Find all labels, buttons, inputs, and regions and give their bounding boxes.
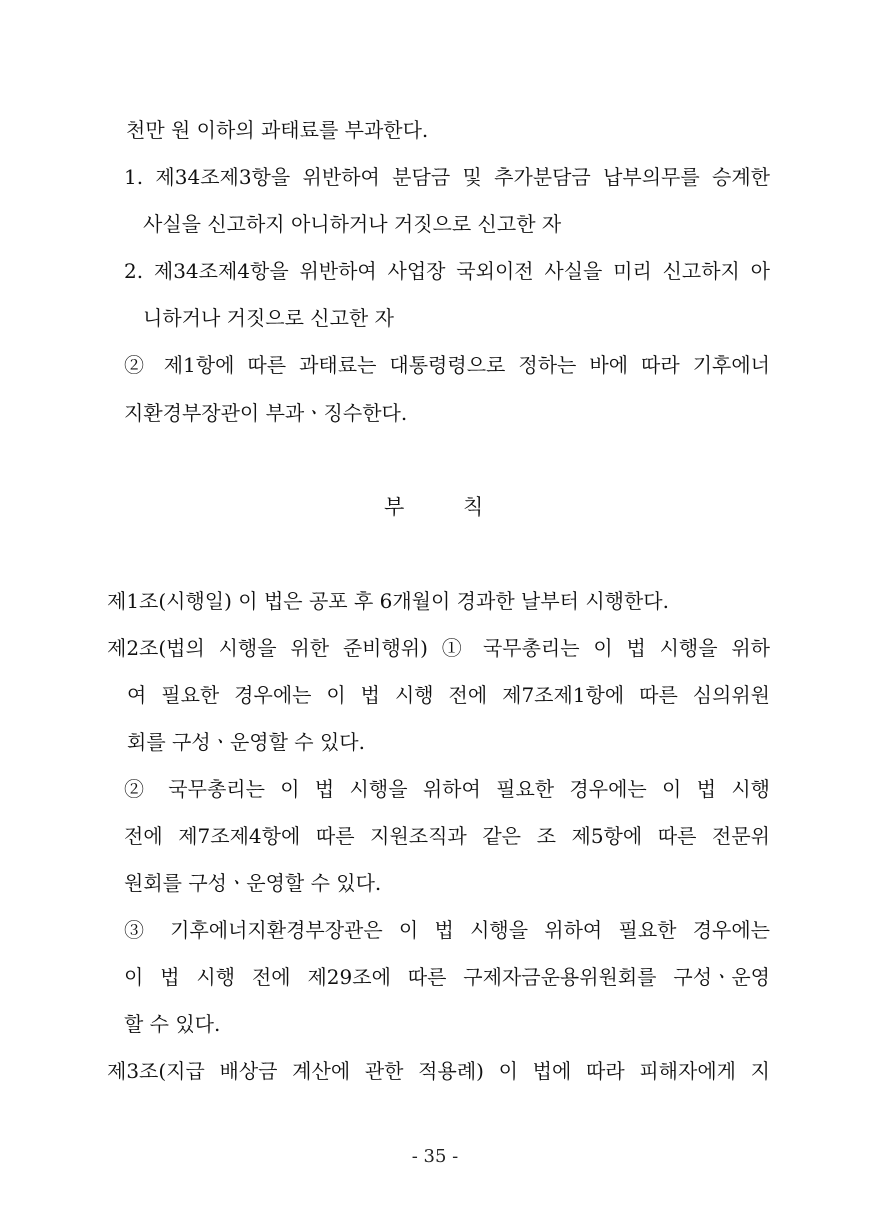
text-line-5: 니하거나 거짓으로 신고한 자 [143, 306, 394, 330]
section-heading-right: 칙 [463, 495, 484, 519]
article-2-line-4: ② 국무총리는 이 법 시행을 위하여 필요한 경우에는 이 법 시행 [124, 777, 770, 801]
article-2-line-3: 회를 구성ㆍ운영할 수 있다. [127, 730, 365, 754]
article-2-line-1: 제2조(법의 시행을 위한 준비행위) ① 국무총리는 이 법 시행을 위하 [107, 636, 770, 660]
article-3-line-1: 제3조(지급 배상금 계산에 관한 적용례) 이 법에 따라 피해자에게 지 [107, 1059, 770, 1083]
article-2-line-5: 전에 제7조제4항에 따른 지원조직과 같은 조 제5항에 따른 전문위 [124, 824, 770, 848]
section-heading-left: 부 [384, 495, 405, 519]
text-line-3: 사실을 신고하지 아니하거나 거짓으로 신고한 자 [143, 212, 562, 236]
article-2-line-8: 이 법 시행 전에 제29조에 따른 구제자금운용위원회를 구성ㆍ운영 [124, 965, 770, 989]
text-line-6: ② 제1항에 따른 과태료는 대통령령으로 정하는 바에 따라 기후에너 [124, 353, 770, 377]
article-1-line: 제1조(시행일) 이 법은 공포 후 6개월이 경과한 날부터 시행한다. [107, 589, 669, 613]
article-2-line-2: 여 필요한 경우에는 이 법 시행 전에 제7조제1항에 따른 심의위원 [127, 683, 770, 707]
article-2-line-9: 할 수 있다. [124, 1012, 221, 1036]
text-line-1: 천만 원 이하의 과태료를 부과한다. [126, 118, 429, 142]
article-2-line-6: 원회를 구성ㆍ운영할 수 있다. [124, 871, 382, 895]
text-line-4: 2. 제34조제4항을 위반하여 사업장 국외이전 사실을 미리 신고하지 아 [124, 259, 770, 283]
text-line-2: 1. 제34조제3항을 위반하여 분담금 및 추가분담금 납부의무를 승계한 [124, 165, 770, 189]
text-line-7: 지환경부장관이 부과ㆍ징수한다. [124, 401, 408, 425]
article-2-line-7: ③ 기후에너지환경부장관은 이 법 시행을 위하여 필요한 경우에는 [124, 918, 770, 942]
page-number: - 35 - [411, 1146, 459, 1167]
